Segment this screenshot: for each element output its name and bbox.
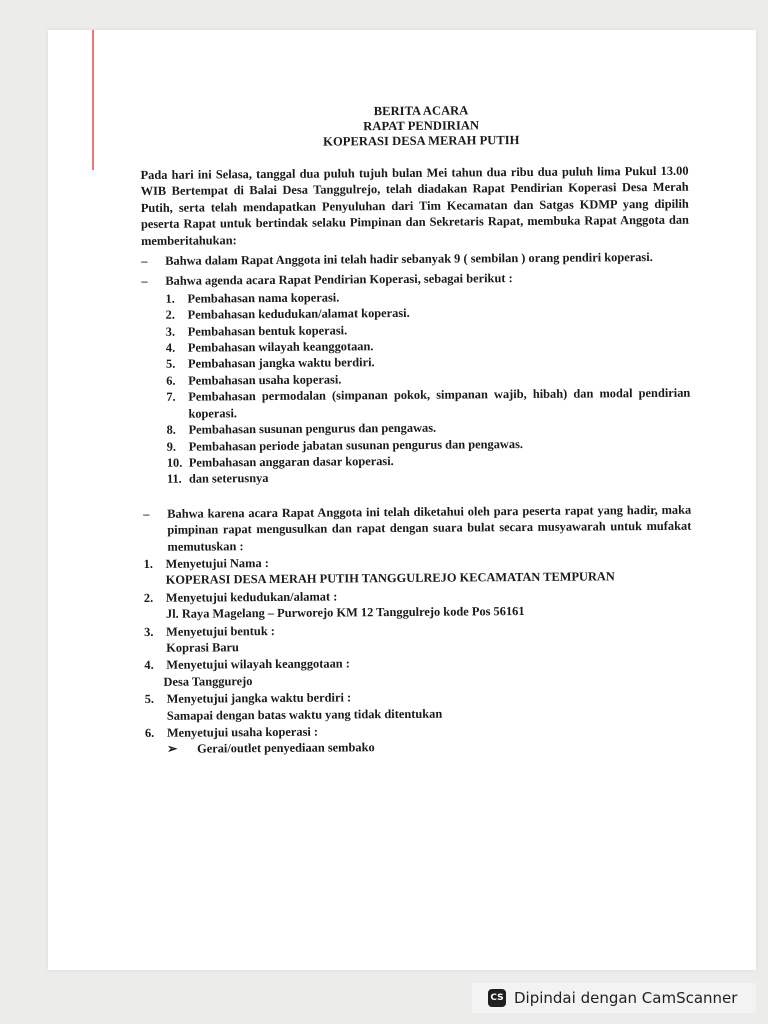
agenda-number: 2. <box>165 307 175 323</box>
agenda-number: 10. <box>166 455 183 470</box>
decision-label: Menyetujui kedudukan/alamat : <box>165 589 338 605</box>
agenda-text: Pembahasan kedudukan/alamat koperasi. <box>187 306 410 322</box>
agenda-number: 7. <box>166 390 176 405</box>
agenda-item <box>166 385 690 422</box>
agenda-text: Pembahasan susunan pengurus dan pengawas. <box>188 420 437 437</box>
agenda-text: Pembahasan periode jabatan susunan pengurus dan pengawas. <box>188 436 524 454</box>
agenda-text: dan seterusnya <box>188 471 269 486</box>
decision-number: 4. <box>144 658 154 673</box>
decision-list <box>144 552 694 758</box>
decision-value: Desa Tanggurejo <box>163 673 253 689</box>
decision-value: Koprasi Baru <box>166 640 239 655</box>
agenda-text: Pembahasan permodalan (simpanan pokok, simpanan wajib, hibah) dan modal pendirian koperasi. <box>188 385 691 421</box>
agenda-number: 9. <box>166 439 177 454</box>
decision-label: Menyetujui jangka waktu berdiri : <box>166 690 352 706</box>
decision-number: 3. <box>144 624 154 639</box>
decision-item <box>144 619 692 656</box>
bullet-dash: – <box>141 253 148 269</box>
decision-label: Menyetujui bentuk : <box>166 623 275 639</box>
agenda-number: 11. <box>166 471 182 487</box>
agenda-number: 8. <box>166 422 176 437</box>
decision-item <box>144 653 692 690</box>
arrow-bullet-icon: ➢ <box>166 742 178 757</box>
agenda-text: Pembahasan usaha koperasi. <box>188 372 342 388</box>
agenda-text: Pembahasan bentuk koperasi. <box>187 323 348 339</box>
decision-label: Menyetujui wilayah keanggotaan : <box>166 656 350 673</box>
decision-value: Jl. Raya Magelang – Purworejo KM 12 Tanggulrejo kode Pos 56161 <box>165 604 525 621</box>
document-body <box>140 102 693 758</box>
decision-item <box>144 585 692 622</box>
bullet-attendance-text: Bahwa dalam Rapat Anggota ini telah hadir sebanyak 9 ( sembilan ) orang pendiri koperasi. <box>165 250 653 268</box>
bullet-decision <box>143 501 691 555</box>
agenda-number: 1. <box>165 291 175 306</box>
decision-number: 2. <box>143 590 154 605</box>
decision-number: 1. <box>143 556 153 571</box>
agenda-text: Pembahasan wilayah keanggotaan. <box>187 339 374 355</box>
bullet-dash: – <box>141 274 148 289</box>
bullet-decision-text: Bahwa karena acara Rapat Anggota ini telah diketahui oleh para peserta rapat yang hadir, maka pimpinan rapat mengusulkan dan rapat dengan suara bulat secara musyawarah untuk mufakat memutuskan : <box>167 502 692 554</box>
camscanner-watermark <box>472 983 756 1013</box>
decision-number: 5. <box>144 692 155 707</box>
camscanner-label: Dipindai dengan CamScanner <box>514 989 738 1007</box>
decision-item <box>145 687 693 724</box>
decision-item <box>144 552 692 589</box>
camscanner-logo-icon: CS <box>488 989 506 1007</box>
title-line-1: BERITA ACARA <box>373 103 469 119</box>
bullet-dash: – <box>143 506 150 521</box>
decision-value: KOPERASI DESA MERAH PUTIH TANGGULREJO KECAMATAN TEMPURAN <box>165 569 615 588</box>
agenda-number: 5. <box>165 357 176 372</box>
title-line-2: RAPAT PENDIRIAN <box>363 118 480 134</box>
scan-edge-mark <box>92 30 94 170</box>
document-title <box>154 102 688 151</box>
decision-value: Samapai dengan batas waktu yang tidak ditentukan <box>166 706 443 723</box>
agenda-list <box>141 287 691 488</box>
title-line-3: KOPERASI DESA MERAH PUTIH <box>323 133 520 149</box>
agenda-number: 3. <box>165 324 176 339</box>
agenda-text: Pembahasan nama koperasi. <box>187 290 340 306</box>
decision-number: 6. <box>144 725 155 740</box>
decision-value-line <box>167 737 693 758</box>
bullet-agenda-text: Bahwa agenda acara Rapat Pendirian Koperasi, sebagai berikut : <box>165 271 513 289</box>
agenda-number: 6. <box>166 373 176 388</box>
decision-item <box>145 721 693 758</box>
agenda-number: 4. <box>165 340 176 355</box>
decision-label: Menyetujui Nama : <box>165 555 269 571</box>
intro-paragraph: Pada hari ini Selasa, tanggal dua puluh tujuh bulan Mei tahun dua ribu dua puluh lima Pukul 13.00 WIB Bertempat di Balai Desa Tanggulrejo, telah diadakan Rapat Pendirian Koperasi Desa Merah Putih, serta telah mendapatkan Penyuluhan dari Tim Kecamatan dan Satgas KDMP yang dipilih peserta Rapat untuk bertindak selaku Pimpinan dan Sekretaris Rapat, membuka Rapat Anggota dan memberitahukan: <box>140 163 689 248</box>
agenda-text: Pembahasan jangka waktu berdiri. <box>187 355 375 372</box>
scanned-page <box>48 30 756 970</box>
decision-value: Gerai/outlet penyediaan sembako <box>196 740 375 756</box>
bullet-attendance <box>141 249 689 270</box>
decision-label: Menyetujui usaha koperasi : <box>166 724 319 740</box>
agenda-text: Pembahasan anggaran dasar koperasi. <box>188 453 394 470</box>
